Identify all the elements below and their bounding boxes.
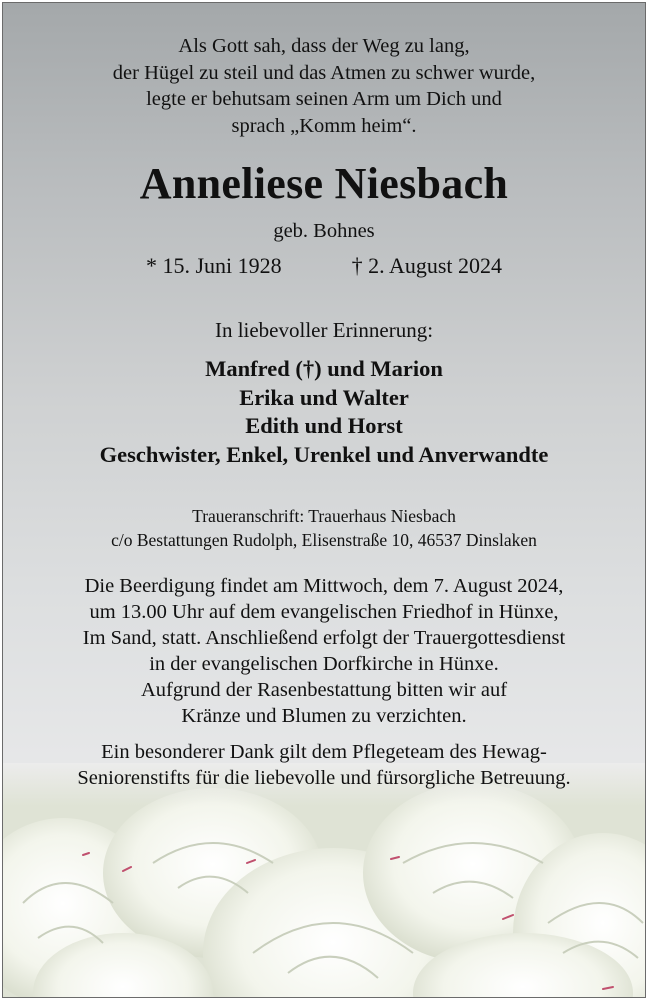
funeral-line: Die Beerdigung findet am Mittwoch, dem 7. August 2024, <box>84 575 564 597</box>
address-line: c/o Bestattungen Rudolph, Elisenstraße 10, 46537 Dinslaken <box>111 529 537 550</box>
death-date: † 2. August 2024 <box>351 253 503 278</box>
mourner-line: Edith und Horst <box>245 413 403 438</box>
thanks-line: Seniorenstifts für die liebevolle und fürsorgliche Betreuung. <box>77 767 571 789</box>
memory-heading: In liebevoller Erinnerung: <box>214 318 434 342</box>
mourner-line: Manfred (†) und Marion <box>205 356 443 381</box>
white-roses-image <box>3 763 645 998</box>
poem-line: sprach „Komm heim“. <box>231 114 417 137</box>
mourner-line: Erika und Walter <box>239 384 409 410</box>
funeral-line: Im Sand, statt. Anschließend erfolgt der Trauergottesdienst <box>82 627 566 649</box>
obituary-card <box>2 2 646 998</box>
poem-line: der Hügel zu steil und das Atmen zu schwer wurde, <box>112 61 536 84</box>
mourners-list <box>3 355 645 469</box>
address-line: Traueranschrift: Trauerhaus Niesbach <box>192 506 456 526</box>
thanks-note <box>3 739 645 791</box>
poem <box>3 33 645 139</box>
funeral-line: Aufgrund der Rasenbestattung bitten wir auf <box>140 679 508 701</box>
birth-date: * 15. Juni 1928 <box>145 253 282 278</box>
funeral-notice <box>3 573 645 729</box>
funeral-line: um 13.00 Uhr auf dem evangelischen Friedhof in Hünxe, <box>89 601 559 623</box>
mourner-line: Geschwister, Enkel, Urenkel und Anverwandte <box>99 441 549 467</box>
birth-name: geb. Bohnes <box>273 220 375 242</box>
poem-line: Als Gott sah, dass der Weg zu lang, <box>178 35 470 57</box>
poem-line: legte er behutsam seinen Arm um Dich und <box>146 88 502 110</box>
deceased-name: Anneliese Niesbach <box>139 159 509 208</box>
mourning-address <box>3 505 645 552</box>
life-dates <box>3 251 645 281</box>
thanks-line: Ein besonderer Dank gilt dem Pflegeteam des Hewag- <box>101 741 547 763</box>
funeral-line: Kränze und Blumen zu verzichten. <box>181 705 467 727</box>
funeral-line: in der evangelischen Dorfkirche in Hünxe. <box>149 653 499 675</box>
